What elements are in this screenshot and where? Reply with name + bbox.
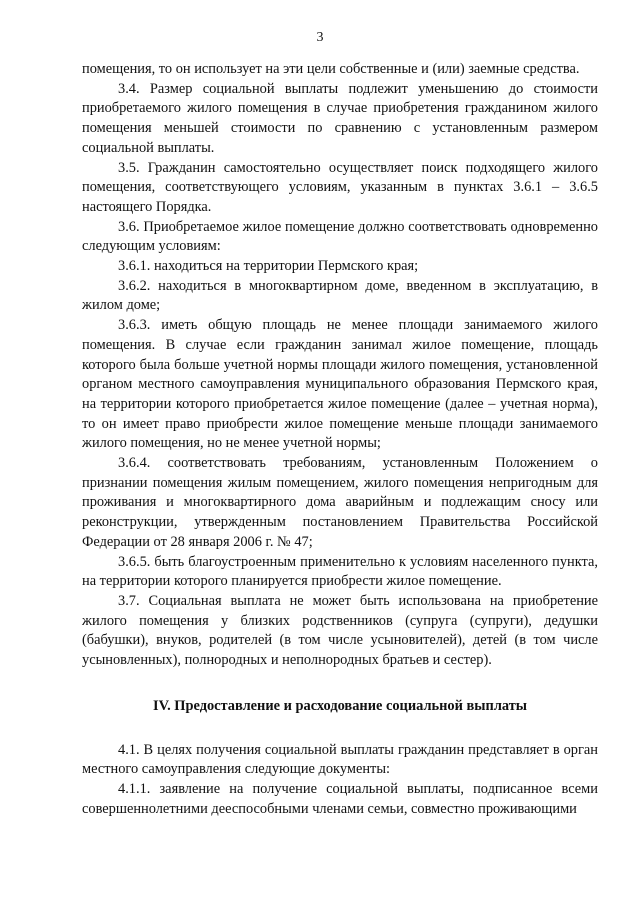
paragraph: 3.6.3. иметь общую площадь не менее площади занимаемого жилого помещения. В случае если гражданин занимал жилое помещение, площадь которого была больше учетной нормы площади жилого помещения, установленной органом местного самоуправления муниципального образования Пермского края, на территории которого приобретается жилое помещение (далее – учетная норма), то он имеет право приобрести жилое помещение меньше площади занимаемого жилого помещения, но не менее учетной нормы; (82, 317, 598, 452)
paragraph: 3.7. Социальная выплата не может быть использована на приобретение жилого помещения у близких родственников (супруга (супруги), дедушки (бабушки), внуков, родителей (в том числе усыновителей), детей (в том числе усыновленных), полнородных и неполнородных братьев и сестер). (82, 592, 598, 669)
section-heading: IV. Предоставление и расходование социальной выплаты (152, 697, 528, 714)
paragraph: 3.6.2. находиться в многоквартирном доме, введенном в эксплуатацию, в жилом доме; (82, 277, 598, 314)
paragraph: 3.6.1. находиться на территории Пермского края; (118, 258, 419, 275)
paragraph: 4.1.1. заявление на получение социальной выплаты, подписанное всеми совершеннолетними дееспособными членами семьи, совместно проживающими (82, 780, 598, 817)
page-number: 3 (316, 30, 324, 45)
paragraph: 3.5. Гражданин самостоятельно осуществляет поиск подходящего жилого помещения, соответствующего условиям, указанным в пунктах 3.6.1 – 3.6.5 настоящего Порядка. (82, 159, 598, 215)
paragraph: 3.6.5. быть благоустроенным применительно к условиям населенного пункта, на территории которого планируется приобрести жилое помещение. (82, 553, 598, 590)
paragraph: 3.6.4. соответствовать требованиям, установленным Положением о признании помещения жилым помещением, жилого помещения непригодным для проживания и многоквартирного дома аварийным и подлежащим сносу или реконструкции, утвержденным постановлением Правительства Российской Федерации от 28 января 2006 г. № 47; (82, 455, 598, 550)
paragraph: 4.1. В целях получения социальной выплаты гражданин представляет в орган местного самоуправления следующие документы: (82, 741, 598, 778)
paragraph: 3.6. Приобретаемое жилое помещение должно соответствовать одновременно следующим условиям: (82, 218, 598, 255)
paragraph: 3.4. Размер социальной выплаты подлежит уменьшению до стоимости приобретаемого жилого помещения в случае приобретения гражданином жилого помещения меньшей стоимости по сравнению с установленным размером социальной выплаты. (82, 80, 598, 156)
document-body (82, 60, 598, 819)
paragraph: помещения, то он использует на эти цели собственные и (или) заемные средства. (82, 61, 580, 77)
